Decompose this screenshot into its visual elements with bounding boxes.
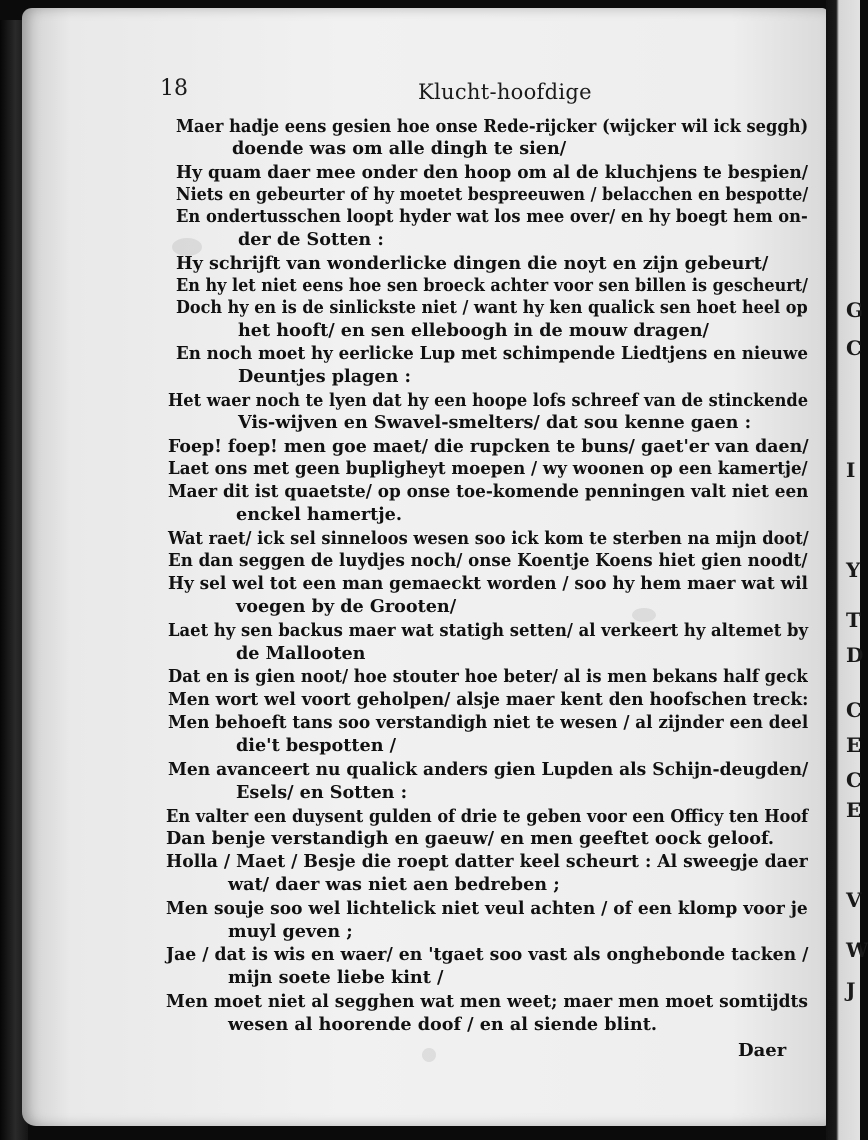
verse-line: die't bespotten / [236, 735, 397, 756]
verse-line: Het waer noch te lyen dat hy een hoope lofs schreef van de stinckende [168, 390, 809, 411]
verse-line: En hy let niet eens hoe sen broeck achter voor sen billen is gescheurt/ [176, 275, 808, 296]
verse-line: Holla / Maet / Besje die roept datter keel scheurt : Al sweegje daer [166, 851, 808, 872]
verse-line: Laet hy sen backus maer wat statigh setten/ al verkeert hy altemet by [168, 620, 808, 641]
verse-line: enckel hamertje. [236, 504, 402, 525]
verse-line: Hy quam daer mee onder den hoop om al de kluchjens te bespien/ [176, 162, 809, 183]
edge-glyph: G [846, 298, 864, 322]
edge-glyph: J [846, 978, 856, 1002]
verse-line: Maer dit ist quaetste/ op onse toe-komende penningen valt niet een [168, 481, 809, 502]
catchword: Daer [738, 1040, 787, 1061]
edge-glyph: C [846, 768, 862, 792]
verse-line: Wat raet/ ick sel sinneloos wesen soo ick kom te sterben na mijn doot/ [168, 528, 809, 549]
verse-line: doende was om alle dingh te sien/ [232, 138, 567, 159]
edge-glyph: C [846, 698, 862, 722]
edge-glyph: T [846, 608, 861, 632]
verse-line: Hy schrijft van wonderlicke dingen die noyt en zijn gebeurt/ [176, 253, 769, 274]
verse-line: En noch moet hy eerlicke Lup met schimpende Liedtjens en nieuwe [176, 343, 808, 364]
edge-glyph: I [846, 458, 856, 482]
adjacent-page-edge [826, 0, 868, 1140]
page-number: 18 [160, 76, 188, 101]
verse-line: het hooft/ en sen elleboogh in de mouw dragen/ [238, 320, 709, 341]
verse-line: Niets en gebeurter of hy moetet bespreeuwen / belacchen en bespotte/ [176, 184, 809, 205]
edge-glyph: Y [846, 558, 861, 582]
verse-line: voegen by de Grooten/ [236, 596, 457, 617]
edge-glyph: E [846, 733, 862, 757]
verse-line: Dan benje verstandigh en gaeuw/ en men geeftet oock geloof. [166, 828, 775, 849]
verse-line: Jae / dat is wis en waer/ en 'tgaet soo vast als onghebonde tacken / [166, 944, 809, 965]
verse-line: En valter een duysent gulden of drie te geben voor een Officy ten Hoof [166, 806, 809, 827]
edge-glyph: V [846, 888, 862, 912]
verse-line: Deuntjes plagen : [238, 366, 412, 387]
verse-line: wesen al hoorende doof / en al siende blint. [228, 1014, 657, 1035]
verse-line: Foep! foep! men goe maet/ die rupcken te buns/ gaet'er van daen/ [168, 436, 809, 457]
verse-line: Men souje soo wel lichtelick niet veul achten / of een klomp voor je [166, 898, 808, 919]
verse-line: Men avanceert nu qualick anders gien Lupden als Schijn-deugden/ [168, 759, 809, 780]
verse-line: de Mallooten [236, 643, 366, 664]
verse-line: Men wort wel voort geholpen/ alsje maer kent den hoofschen treck: [168, 689, 809, 710]
verse-line: Hy sel wel tot een man gemaeckt worden / soo hy hem maer wat wil [168, 573, 808, 594]
verse-line: Esels/ en Sotten : [236, 782, 408, 803]
verse-line: Men behoeft tans soo verstandigh niet te wesen / al zijnder een deel [168, 712, 809, 733]
running-head: Klucht-hoofdige [418, 80, 592, 104]
verse-line: Laet ons met geen bupligheyt moepen / wy woonen op een kamertje/ [168, 458, 808, 479]
edge-glyph: C [846, 336, 862, 360]
verse-line: wat/ daer was niet aen bedreben ; [228, 874, 560, 895]
edge-glyph: D [846, 643, 864, 667]
verse-line: muyl geven ; [228, 921, 353, 942]
verse-line: Men moet niet al segghen wat men weet; maer men moet somtijdts [166, 991, 808, 1012]
verse-line: En ondertusschen loopt hyder wat los mee over/ en hy boegt hem on- [176, 206, 808, 227]
verse-line: Maer hadje eens gesien hoe onse Rede-rijcker (wijcker wil ick seggh) [176, 116, 809, 137]
verse-line: Vis-wijven en Swavel-smelters/ dat sou kenne gaen : [238, 412, 752, 433]
edge-glyph: W [846, 938, 868, 962]
edge-glyph: E [846, 798, 862, 822]
verse-line: En dan seggen de luydjes noch/ onse Koentje Koens hiet gien noodt/ [168, 550, 808, 571]
verse-line: Doch hy en is de sinlickste niet / want hy ken qualick sen hoet heel op [176, 297, 808, 318]
verse-line: Dat en is gien noot/ hoe stouter hoe beter/ al is men bekans half geck [168, 666, 808, 687]
verse-line: der de Sotten : [238, 229, 384, 250]
verse-line: mijn soete liebe kint / [228, 967, 444, 988]
